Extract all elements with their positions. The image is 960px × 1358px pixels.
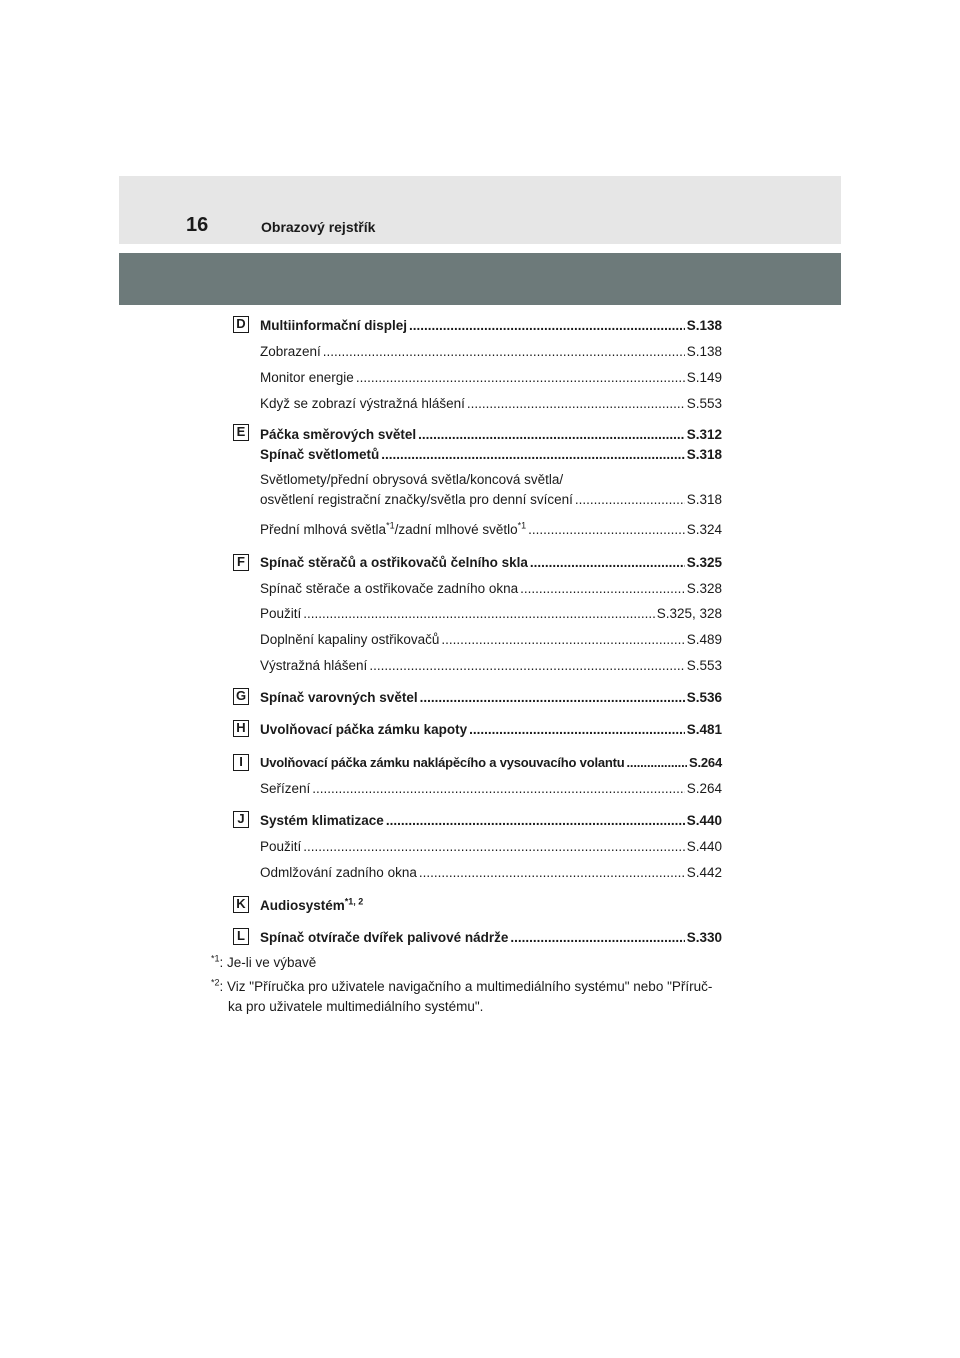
page-ref: S.553: [686, 396, 722, 411]
entry-label: Odmlžování zadního okna: [260, 865, 417, 880]
page-ref: S.330: [686, 930, 722, 945]
index-entry[interactable]: [260, 370, 722, 386]
entry-label: Monitor energie: [260, 370, 354, 385]
page-ref: S.536: [686, 690, 722, 705]
page-ref: S.264: [686, 781, 722, 796]
letter-marker-e: E: [233, 424, 249, 441]
page-ref: S.440: [686, 839, 722, 854]
letter-marker-i: I: [233, 754, 249, 771]
index-entry[interactable]: [260, 396, 722, 412]
index-entry[interactable]: [260, 555, 722, 571]
letter-marker-j: J: [233, 811, 249, 828]
index-entry[interactable]: [260, 581, 722, 597]
page-ref: S.328: [686, 581, 722, 596]
letter-marker-h: H: [233, 720, 249, 737]
index-entry[interactable]: [260, 606, 722, 622]
entry-label: Spínač varovných světel: [260, 690, 418, 705]
letter-marker-f: F: [233, 554, 249, 571]
entry-label: Použití: [260, 606, 302, 621]
entry-label: Výstražná hlášení: [260, 658, 368, 673]
index-entry[interactable]: [260, 492, 722, 508]
entry-label: Doplnění kapaliny ostřikovačů: [260, 632, 440, 647]
page-ref: S.325, 328: [656, 606, 722, 621]
footnote-mark: *1: [211, 953, 220, 964]
index-entry[interactable]: [260, 658, 722, 674]
index-entry[interactable]: [260, 522, 722, 538]
entry-label: Když se zobrazí výstražná hlášení: [260, 396, 465, 411]
entry-label: Použití: [260, 839, 302, 854]
letter-marker-g: G: [233, 688, 249, 705]
index-entry[interactable]: [260, 632, 722, 648]
footnote-2: $^{*2}$: Viz "Příručka pro uživatele navigačního a multimediálního systému" nebo "Příruč- ka pro uživatele multimediálního systému".: [211, 977, 713, 1014]
section-title: Obrazový rejstřík: [261, 219, 376, 235]
index-entry[interactable]: [260, 813, 722, 829]
page-ref: S.325: [686, 555, 722, 570]
entry-label: Seřízení: [260, 781, 311, 796]
page-ref: S.318: [686, 492, 722, 507]
index-entry[interactable]: [260, 930, 722, 946]
entry-label-line: Světlomety/přední obrysová světla/koncová světla/: [260, 472, 564, 487]
page-number: 16: [186, 214, 209, 236]
index-entry[interactable]: [260, 690, 722, 706]
page-ref: S.442: [686, 865, 722, 880]
entry-label: Přední mlhová světla$^{*1}$/zadní mlhové světlo$^{*1}$: [260, 520, 527, 537]
index-entry[interactable]: [260, 447, 722, 463]
entry-label: Spínač stěrače a ostřikovače zadního okna: [260, 581, 519, 596]
footnote-mark: *2: [211, 977, 220, 988]
entry-label: Multiinformační displej: [260, 318, 408, 333]
letter-marker-l: L: [233, 928, 249, 945]
footnote-mark: *1, 2: [344, 896, 364, 907]
footnote-mark: *1: [386, 520, 395, 531]
entry-label: Uvolňovací páčka zámku kapoty: [260, 722, 468, 737]
page-ref: S.553: [686, 658, 722, 673]
page-ref: S.440: [686, 813, 722, 828]
entry-label: Spínač otvírače dvířek palivové nádrže: [260, 930, 509, 945]
index-entry[interactable]: [260, 755, 722, 771]
page-ref: S.312: [686, 427, 722, 442]
page-ref: S.324: [686, 522, 722, 537]
entry-label: Páčka směrových světel: [260, 427, 417, 442]
index-entry[interactable]: [260, 898, 363, 914]
footnote-mark: *1: [517, 520, 527, 531]
entry-label: Spínač stěračů a ostřikovačů čelního skla: [260, 555, 528, 570]
entry-label: osvětlení registrační značky/světla pro denní svícení: [260, 492, 573, 507]
index-entry[interactable]: [260, 839, 722, 855]
entry-label: Systém klimatizace: [260, 813, 384, 828]
header-band: [119, 253, 841, 305]
index-entry[interactable]: [260, 427, 722, 443]
index-entry[interactable]: [260, 344, 722, 360]
footnote-1: $^{*1}$: Je-li ve výbavě: [211, 953, 317, 970]
entry-label: Uvolňovací páčka zámku naklápěcího a vysouvacího volantu: [260, 755, 625, 770]
entry-label: Zobrazení: [260, 344, 321, 359]
header-bar: [119, 176, 841, 244]
index-entry[interactable]: [260, 318, 722, 334]
letter-marker-k: K: [233, 896, 249, 913]
index-entry[interactable]: [260, 865, 722, 881]
entry-label: Spínač světlometů: [260, 447, 380, 462]
page-ref: S.318: [686, 447, 722, 462]
letter-marker-d: D: [233, 316, 249, 333]
entry-label: Audiosystém: [260, 898, 345, 913]
index-entry[interactable]: [260, 781, 722, 797]
page-ref: S.138: [686, 344, 722, 359]
page-ref: S.149: [686, 370, 722, 385]
page-ref: S.264: [689, 755, 722, 770]
index-entry[interactable]: [260, 722, 722, 738]
page-ref: S.481: [686, 722, 722, 737]
page-ref: S.138: [686, 318, 722, 333]
page-ref: S.489: [686, 632, 722, 647]
